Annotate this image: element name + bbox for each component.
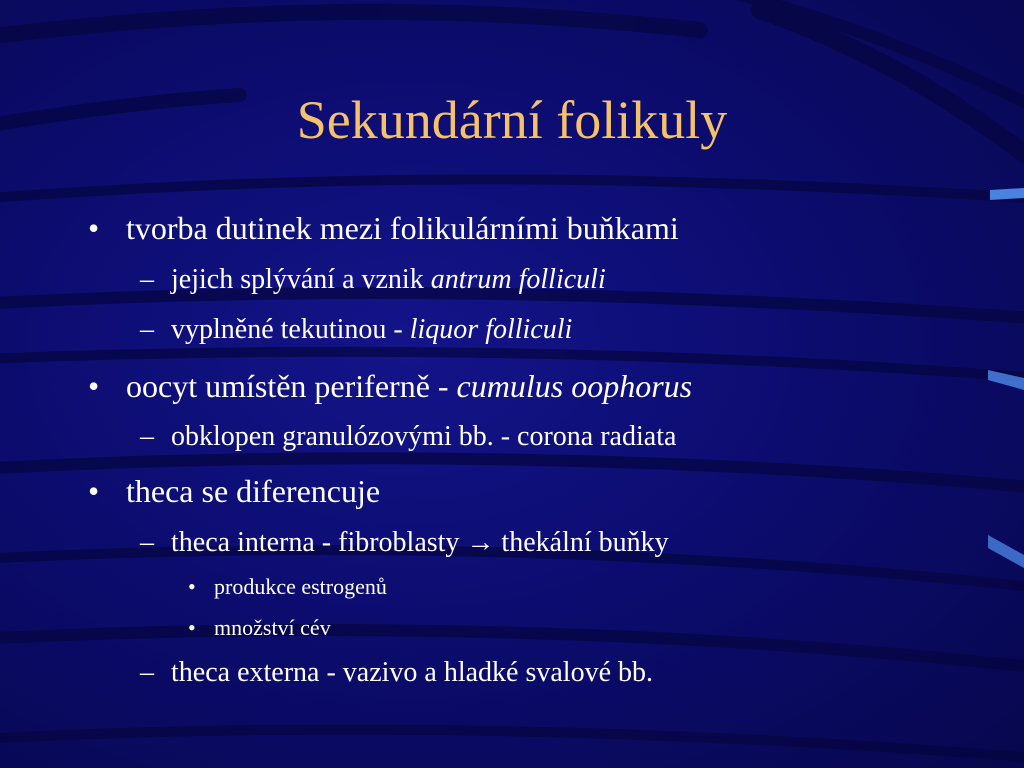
sub-bullet-text: theca externa - vazivo a hladké svalové bb. xyxy=(171,657,654,688)
sub-bullet-text: vyplněné tekutinou - xyxy=(171,314,410,345)
sub-bullet-item xyxy=(171,656,653,690)
sub-bullet-item xyxy=(171,420,676,454)
dash-marker: – xyxy=(140,264,154,295)
bullet-item xyxy=(126,367,692,405)
sub-bullet-item xyxy=(171,263,606,297)
slide-title: Sekundární folikuly xyxy=(296,90,728,150)
small-bullet-marker: • xyxy=(188,574,196,599)
bullet-marker: • xyxy=(88,473,100,509)
sub-bullet-item xyxy=(171,526,669,560)
sub-sub-bullet-text: produkce estrogenů xyxy=(214,574,387,599)
bullet-text: theca se diferencuje xyxy=(126,473,381,509)
sub-bullet-italic-term: antrum folliculi xyxy=(430,264,606,295)
bullet-item xyxy=(126,472,380,510)
sub-bullet-item xyxy=(171,313,572,347)
bullet-italic-term: cumulus oophorus xyxy=(456,368,693,404)
sub-sub-bullet-item xyxy=(214,614,331,642)
dash-marker: – xyxy=(140,527,154,558)
small-bullet-marker: • xyxy=(188,615,196,640)
bullet-marker: • xyxy=(88,210,100,246)
dash-marker: – xyxy=(140,314,154,345)
sub-bullet-text: obklopen granulózovými bb. - corona radiata xyxy=(171,421,677,452)
bullet-text: tvorba dutinek mezi folikulárními buňkami xyxy=(126,210,679,246)
sub-sub-bullet-text: množství cév xyxy=(214,615,331,640)
dash-marker: – xyxy=(140,421,154,452)
dash-marker: – xyxy=(140,657,154,688)
bullet-item xyxy=(126,209,679,247)
sub-bullet-italic-term: liquor folliculi xyxy=(409,314,573,345)
bullet-marker: • xyxy=(88,368,100,404)
bullet-text: oocyt umístěn periferně - xyxy=(126,368,457,404)
sub-sub-bullet-item xyxy=(214,573,387,601)
sub-bullet-text: jejich splývání a vznik xyxy=(171,264,431,295)
sub-bullet-text: theca interna - fibroblasty → thekální buňky xyxy=(171,527,669,558)
